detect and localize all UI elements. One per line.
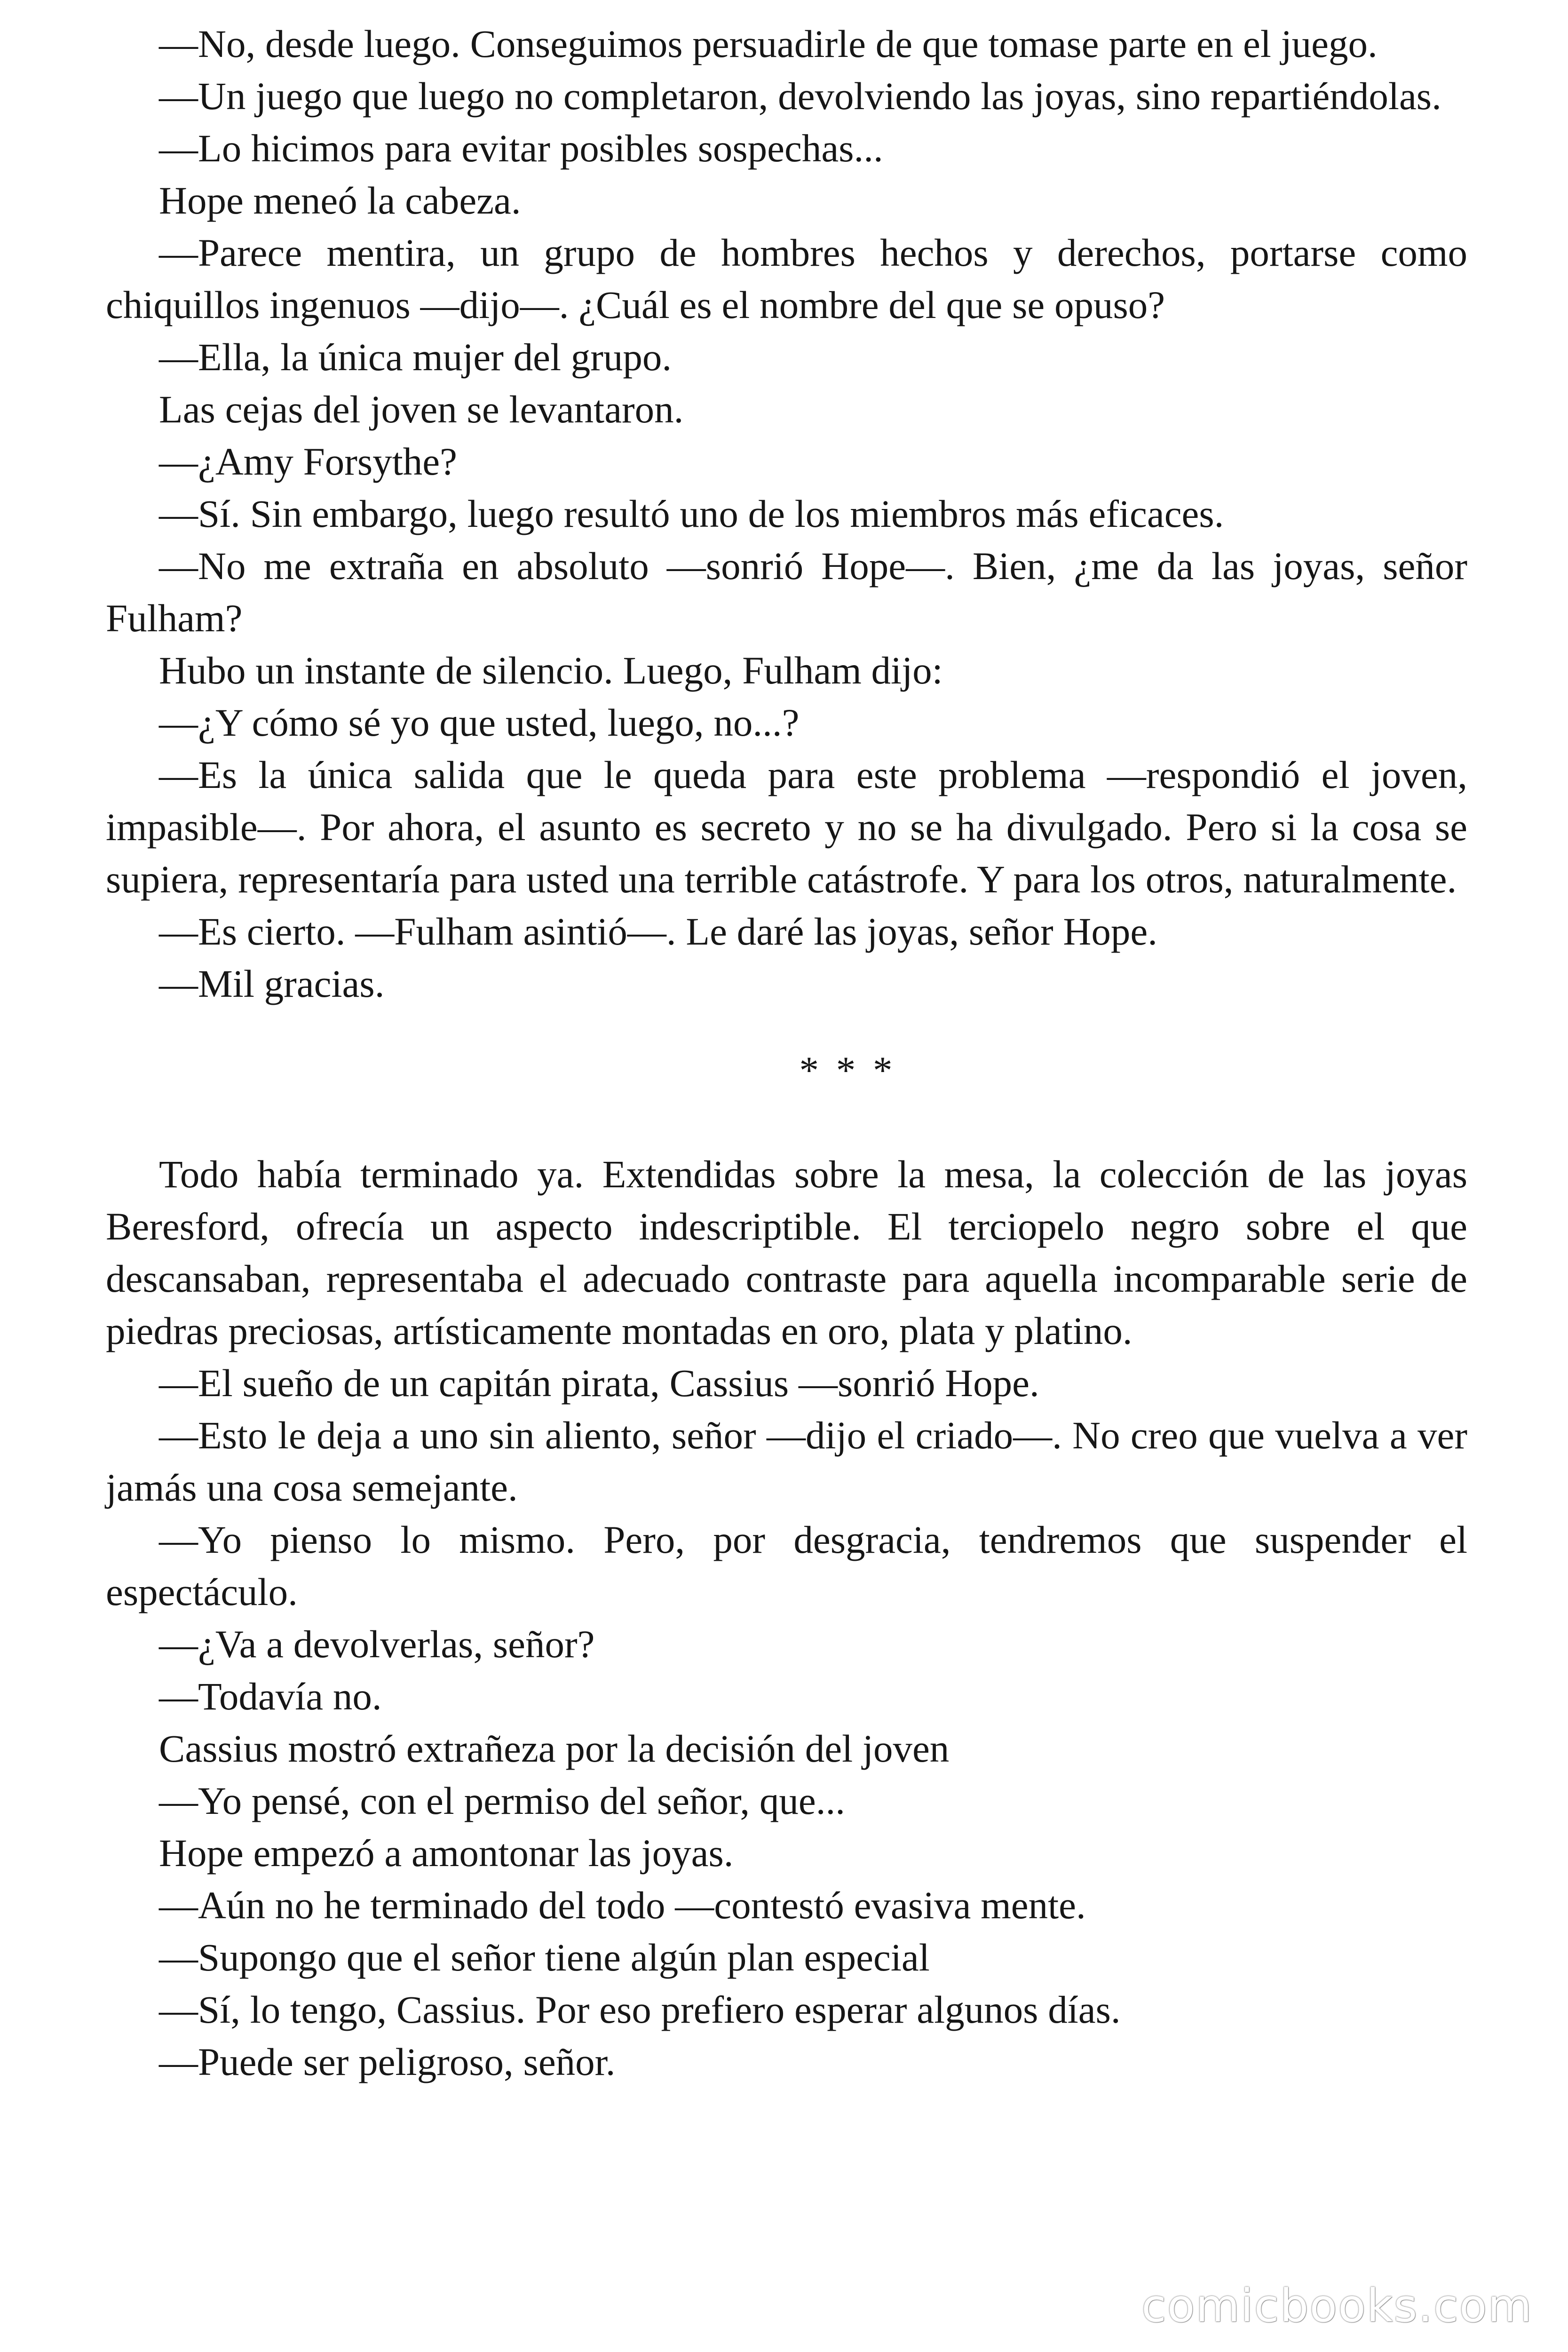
paragraph: —¿Y cómo sé yo que usted, luego, no...? bbox=[159, 701, 800, 744]
paragraph: —Sí. Sin embargo, luego resultó uno de los miembros más eficaces. bbox=[159, 492, 1224, 535]
paragraph: —Sí, lo tengo, Cassius. Por eso prefiero esperar algunos días. bbox=[159, 1988, 1121, 2031]
book-page bbox=[106, 18, 1467, 2088]
paragraph: —Puede ser peligroso, señor. bbox=[159, 2040, 616, 2083]
section-separator: * * * bbox=[799, 1049, 896, 1092]
paragraph: Hubo un instante de silencio. Luego, Fulham dijo: bbox=[159, 649, 943, 692]
paragraph: —Parece mentira, un grupo de hombres hechos y derechos, portarse como chiquillos ingenuos —dijo—. ¿Cuál es el nombre del que se opuso? bbox=[106, 231, 1467, 326]
paragraph: Cassius mostró extrañeza por la decisión del joven bbox=[159, 1727, 950, 1770]
paragraph: Todo había terminado ya. Extendidas sobre la mesa, la colección de las joyas Beresford, ofrecía un aspecto indescriptible. El terciopelo negro sobre el que descansaban, representaba el adecuado contraste para aquella incomparable serie de piedras preciosas, artísticamente montadas en oro, plata y platino. bbox=[106, 1152, 1467, 1352]
paragraph: Hope meneó la cabeza. bbox=[159, 179, 521, 222]
paragraph: —Yo pensé, con el permiso del señor, que... bbox=[159, 1779, 845, 1822]
paragraph: —Mil gracias. bbox=[159, 962, 385, 1005]
paragraph: —Lo hicimos para evitar posibles sospechas... bbox=[159, 127, 883, 170]
paragraph: —Ella, la única mujer del grupo. bbox=[159, 335, 672, 379]
paragraph: —Esto le deja a uno sin aliento, señor —dijo el criado—. No creo que vuelva a ver jamás una cosa semejante. bbox=[106, 1414, 1467, 1509]
paragraph: —Un juego que luego no completaron, devolviendo las joyas, sino repartiéndolas. bbox=[159, 74, 1441, 118]
paragraph: —Yo pienso lo mismo. Pero, por desgracia, tendremos que suspender el espectáculo. bbox=[106, 1518, 1467, 1613]
paragraph: Las cejas del joven se levantaron. bbox=[159, 388, 684, 431]
paragraph: —El sueño de un capitán pirata, Cassius —sonrió Hope. bbox=[159, 1361, 1039, 1405]
paragraph: —Es la única salida que le queda para este problema —respondió el joven, impasible—. Por ahora, el asunto es secreto y no se ha divulgado. Pero si la cosa se supiera, representaría para usted una terrible catástrofe. Y para los otros, naturalmente. bbox=[106, 753, 1467, 901]
watermark: comicbooks.com bbox=[1141, 2280, 1533, 2332]
paragraph: —No me extraña en absoluto —sonrió Hope—. Bien, ¿me da las joyas, señor Fulham? bbox=[106, 544, 1467, 640]
paragraph: Hope empezó a amontonar las joyas. bbox=[159, 1831, 734, 1875]
paragraph: —¿Va a devolverlas, señor? bbox=[159, 1622, 595, 1666]
paragraph: —Es cierto. —Fulham asintió—. Le daré las joyas, señor Hope. bbox=[159, 910, 1157, 953]
paragraph: —No, desde luego. Conseguimos persuadirle de que tomase parte en el juego. bbox=[159, 22, 1378, 65]
paragraph: —¿Amy Forsythe? bbox=[159, 440, 457, 483]
paragraph: —Todavía no. bbox=[159, 1675, 382, 1718]
paragraph: —Supongo que el señor tiene algún plan especial bbox=[159, 1936, 930, 1979]
paragraph: —Aún no he terminado del todo —contestó evasiva mente. bbox=[159, 1883, 1086, 1927]
